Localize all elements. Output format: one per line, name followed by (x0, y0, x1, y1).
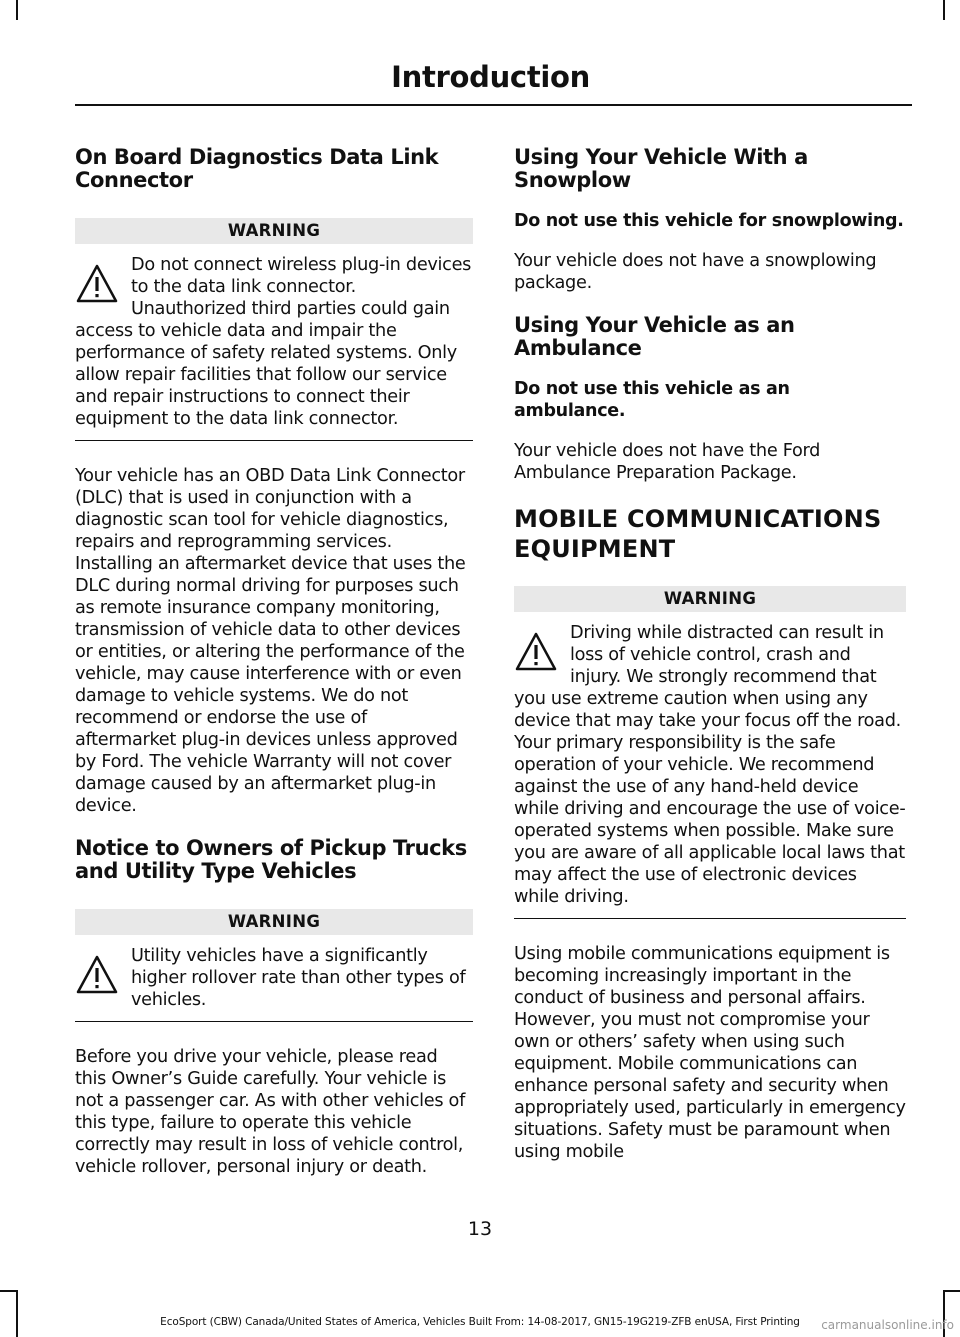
rollover-warning-box (75, 909, 473, 1022)
page-title: Introduction (391, 60, 590, 94)
ambulance-lead: Do not use this vehicle as an ambulance. (514, 379, 790, 421)
obd-warning-box (75, 218, 473, 441)
distraction-warning-box (514, 586, 906, 919)
warning-text-block (75, 254, 473, 441)
page-number: 13 (467, 1218, 493, 1240)
warning-label: WARNING (75, 909, 473, 935)
mobile-heading (514, 504, 906, 564)
snowplow-heading: Using Your Vehicle With a Snowplow (514, 145, 808, 192)
footer-text: EcoSport (CBW) Canada/United States of America, Vehicles Built From: 14-08-2017, GN15-19G219-ZFB enUSA, First Printing (160, 1316, 800, 1328)
crop-mark-bottom-left-v (16, 1290, 18, 1337)
warning-text-block (514, 622, 906, 919)
warning-text-block (75, 945, 473, 1022)
snowplow-lead: Do not use this vehicle for snowplowing. (514, 211, 904, 231)
obd-body: Your vehicle has an OBD Data Link Connector (DLC) that is used in conjunction with a diagnostic scan tool for vehicle diagnostics, repairs and reprogramming services. Installing an aftermarket device that uses the DLC during normal driving for purposes such as remote insurance company monitoring, transmission of vehicle data to other devices or entities, or altering the performance of the vehicle, may cause interference with or even damage to vehicle systems. We do not recommend or endorse the use of aftermarket plug-in devices unless approved by Ford. The vehicle Warranty will not cover damage caused by an aftermarket plug-in device. (75, 466, 466, 816)
mobile-heading-line1: MOBILE COMMUNICATIONS (514, 505, 882, 533)
warning-triangle-icon (75, 953, 119, 997)
mobile-heading-line2: EQUIPMENT (514, 535, 676, 563)
header-divider (75, 104, 912, 106)
crop-mark-top-right-v (943, 0, 945, 20)
ambulance-heading: Using Your Vehicle as an Ambulance (514, 313, 795, 360)
right-column (514, 146, 906, 1183)
warning-triangle-icon (75, 262, 119, 306)
watermark: carmanualsonline.info (821, 1318, 954, 1332)
pickup-heading: Notice to Owners of Pickup Trucks and Utility Type Vehicles (75, 836, 467, 883)
warning-label: WARNING (75, 218, 473, 244)
warning-triangle-icon (514, 630, 558, 674)
obd-heading: On Board Diagnostics Data Link Connector (75, 145, 439, 192)
warning-text: Utility vehicles have a significantly higher rollover rate than other types of vehicles. (131, 946, 466, 1010)
crop-mark-top-left-v (16, 0, 18, 20)
ambulance-body: Your vehicle does not have the Ford Ambulance Preparation Package. (514, 441, 821, 483)
crop-mark-bottom-left-h (0, 1290, 17, 1292)
mobile-body: Using mobile communications equipment is becoming increasingly important in the conduct of business and personal affairs. However, you must not compromise your own or others’ safety when using such equipment. Mobile communications can enhance personal safety and security when appropriately used, particularly in emergency situations. Safety must be paramount when using mobile (514, 944, 906, 1162)
warning-text: Do not connect wireless plug-in devices to the data link connector. Unauthorized third parties could gain access to vehicle data and impair the performance of safety related systems. Only allow repair facilities that follow our service and repair instructions to connect their equipment to the data link connector. (75, 255, 472, 429)
crop-mark-bottom-right-h (943, 1290, 960, 1292)
warning-text: Driving while distracted can result in loss of vehicle control, crash and injury. We strongly recommend that you use extreme caution when using any device that may take your focus off the road. Your primary responsibility is the safe operation of your vehicle. We recommend against the use of any hand-held device while driving and encourage the use of voice-operated systems when possible. Make sure you are aware of all applicable local laws that may affect the use of electronic devices while driving. (514, 623, 906, 907)
left-column (75, 146, 473, 1198)
snowplow-body: Your vehicle does not have a snowplowing package. (514, 251, 877, 293)
warning-label: WARNING (514, 586, 906, 612)
pickup-body: Before you drive your vehicle, please read this Owner’s Guide carefully. Your vehicle is not a passenger car. As with other vehicles of this type, failure to operate this vehicle correctly may result in loss of vehicle control, vehicle rollover, personal injury or death. (75, 1047, 466, 1177)
